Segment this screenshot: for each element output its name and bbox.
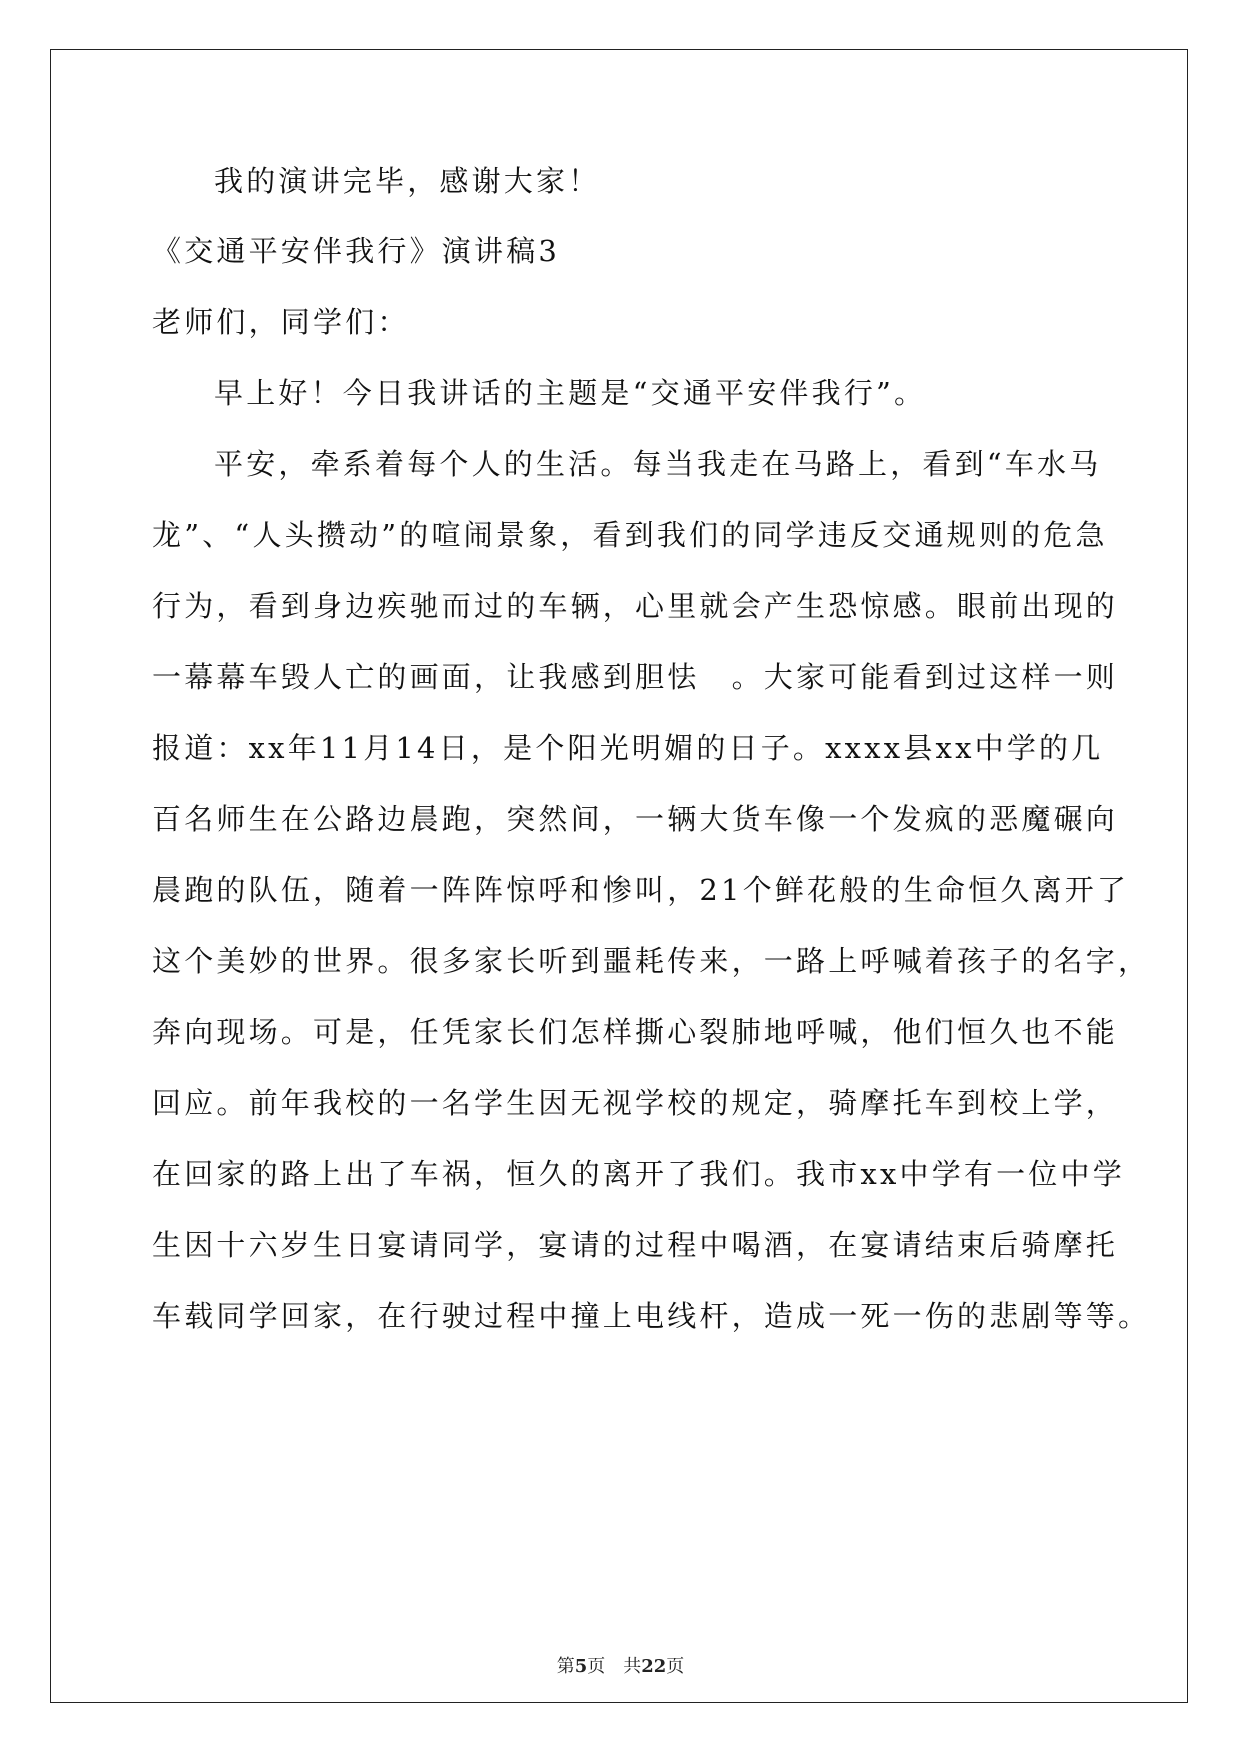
greeting-line: 老师们，同学们： <box>152 305 410 339</box>
text-line: 平安，牵系着每个人的生活。每当我走在马路上，看到“车水马 <box>214 447 1102 481</box>
page-footer <box>0 1652 1241 1678</box>
footer-prefix: 第 <box>556 1656 575 1677</box>
text-line: 一幕幕车毁人亡的画面，让我感到胆怯 。大家可能看到过这样一则 <box>152 660 1119 694</box>
page-total: 22 <box>641 1656 667 1677</box>
text-line: 早上好！今日我讲话的主题是“交通平安伴我行”。 <box>214 376 927 410</box>
text-line: 车载同学回家，在行驶过程中撞上电线杆，造成一死一伤的悲剧等等。 <box>152 1299 1151 1333</box>
text-line: 在回家的路上出了车祸，恒久的离开了我们。我市xx中学有一位中学 <box>152 1157 1125 1191</box>
footer-suffix: 页 <box>666 1656 685 1677</box>
text-line: 百名师生在公路边晨跑，突然间，一辆大货车像一个发疯的恶魔碾向 <box>152 802 1119 836</box>
section-title: 《交通平安伴我行》演讲稿3 <box>152 234 561 268</box>
text-line: 报道：xx年11月14日，是个阳光明媚的日子。xxxx县xx中学的几 <box>152 731 1104 765</box>
text-line: 行为，看到身边疾驰而过的车辆，心里就会产生恐惊感。眼前出现的 <box>152 589 1119 623</box>
text-line: 奔向现场。可是，任凭家长们怎样撕心裂肺地呼喊，他们恒久也不能 <box>152 1015 1119 1049</box>
footer-middle: 页 共 <box>587 1656 642 1677</box>
page-number: 5 <box>574 1656 588 1677</box>
text-line-closing: 我的演讲完毕，感谢大家！ <box>214 164 601 198</box>
text-line: 龙”、“人头攒动”的喧闹景象，看到我们的同学违反交通规则的危急 <box>152 518 1108 552</box>
text-line: 晨跑的队伍，随着一阵阵惊呼和惨叫，21个鲜花般的生命恒久离开了 <box>152 873 1130 907</box>
text-line: 生因十六岁生日宴请同学，宴请的过程中喝酒，在宴请结束后骑摩托 <box>152 1228 1119 1262</box>
text-line: 回应。前年我校的一名学生因无视学校的规定，骑摩托车到校上学， <box>152 1086 1119 1120</box>
text-line: 这个美妙的世界。很多家长听到噩耗传来，一路上呼喊着孩子的名字， <box>152 944 1151 978</box>
